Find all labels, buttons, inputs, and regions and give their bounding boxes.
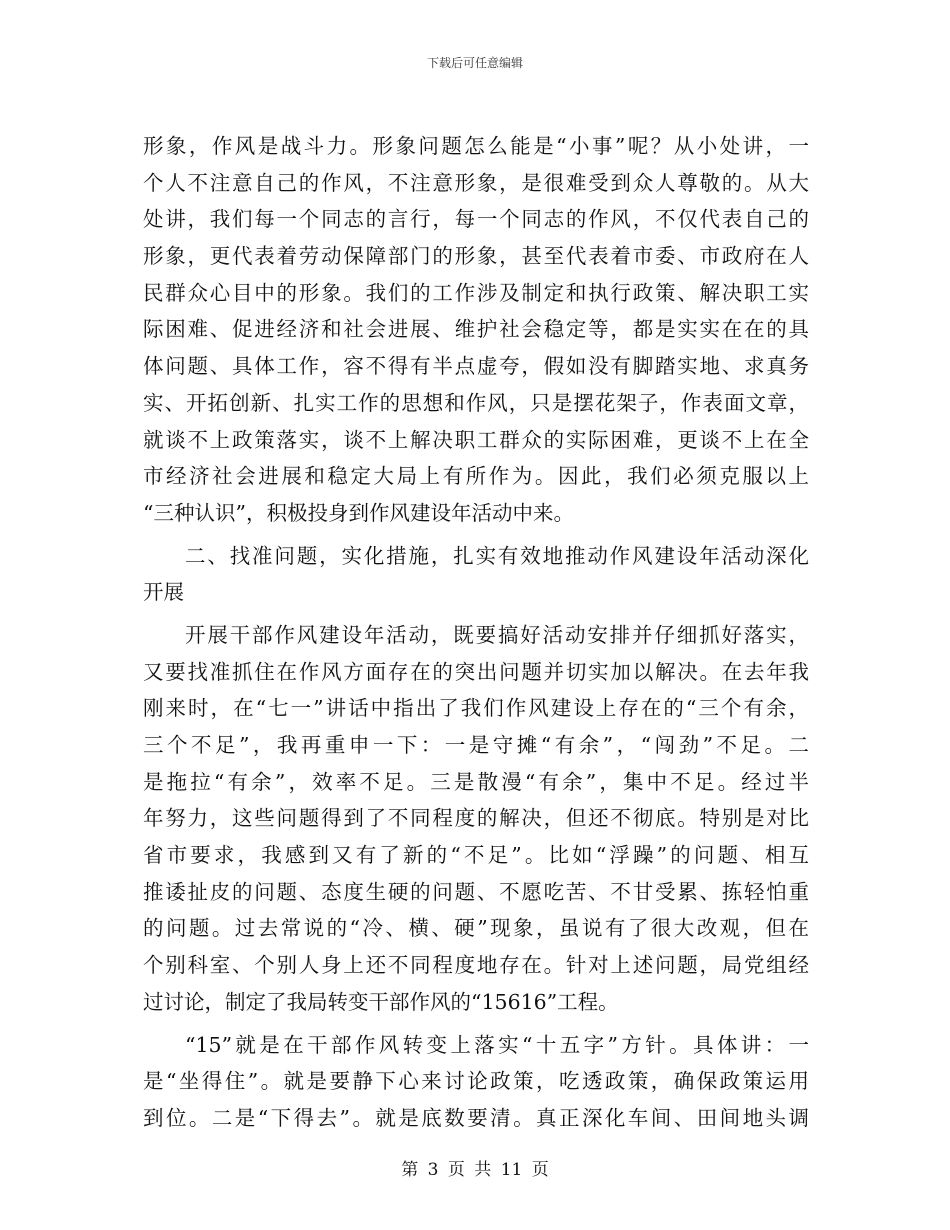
text-line: 的问题。过去常说的“冷、横、硬”现象，虽说有了很大改观，但在 [143, 916, 809, 941]
text-line: 体问题、具体工作，容不得有半点虚夸，假如没有脚踏实地、求真务 [143, 354, 809, 379]
page-header: 下载后可任意编辑 [426, 56, 523, 70]
text-line: 形象，作风是战斗力。形象问题怎么能是“小事”呢？从小处讲，一 [143, 134, 809, 158]
text-line: 是拖拉“有余”，效率不足。三是散漫“有余”，集中不足。经过半 [143, 769, 809, 794]
text-line: “三种认识”，积极投身到作风建设年活动中来。 [143, 500, 574, 525]
text-line: 市经济社会进展和稳定大局上有所作为。因此，我们必须克服以上 [143, 464, 809, 489]
text-line: 际困难、促进经济和社会进展、维护社会稳定等，都是实实在在的具 [143, 317, 809, 342]
text-line: 个别科室、个别人身上还不同程度地存在。针对上述问题，局党组经 [143, 953, 809, 978]
text-line: “15”就是在干部作风转变上落实“十五字”方针。具体讲：一 [185, 1032, 809, 1057]
text-line: 形象，更代表着劳动保障部门的形象，甚至代表着市委、市政府在人 [143, 244, 809, 269]
text-line: 三个不足”，我再重申一下：一是守摊“有余”，“闯劲”不足。二 [143, 733, 809, 757]
text-line: 省市要求，我感到又有了新的“不足”。比如“浮躁”的问题、相互 [143, 843, 809, 868]
text-line: 处讲，我们每一个同志的言行，每一个同志的作风，不仅代表自己的 [143, 207, 809, 232]
document-body [143, 128, 809, 1137]
section-heading-line: 开展 [143, 580, 184, 605]
text-line: 推诿扯皮的问题、态度生硬的问题、不愿吃苦、不甘受累、拣轻怕重 [143, 879, 809, 904]
text-line: 实、开拓创新、扎实工作的思想和作风，只是摆花架子，作表面文章， [143, 390, 809, 415]
text-line: 是“坐得住”。就是要静下心来讨论政策，吃透政策，确保政策运用 [143, 1069, 809, 1094]
text-line: 个人不注意自己的作风，不注意形象，是很难受到众人尊敬的。从大 [143, 170, 809, 195]
text-line: 过讨论，制定了我局转变干部作风的“15616”工程。 [143, 989, 619, 1014]
text-line: 到位。二是“下得去”。就是底数要清。真正深化车间、田间地头调 [143, 1105, 809, 1130]
text-line: 开展干部作风建设年活动，既要搞好活动安排并仔细抓好落实， [185, 622, 809, 647]
page-number: 第 3 页 共 11 页 [401, 1160, 549, 1180]
text-line: 就谈不上政策落实，谈不上解决职工群众的实际困难，更谈不上在全 [143, 427, 809, 452]
text-line: 刚来时，在“七一”讲话中指出了我们作风建设上存在的“三个有余， [143, 696, 809, 721]
text-line: 又要找准抓住在作风方面存在的突出问题并切实加以解决。在去年我 [143, 659, 809, 684]
section-heading-line: 二、找准问题，实化措施，扎实有效地推动作风建设年活动深化 [185, 543, 809, 568]
text-line: 年努力，这些问题得到了不同程度的解决，但还不彻底。特别是对比 [143, 806, 809, 831]
text-line: 民群众心目中的形象。我们的工作涉及制定和执行政策、解决职工实 [143, 280, 809, 305]
